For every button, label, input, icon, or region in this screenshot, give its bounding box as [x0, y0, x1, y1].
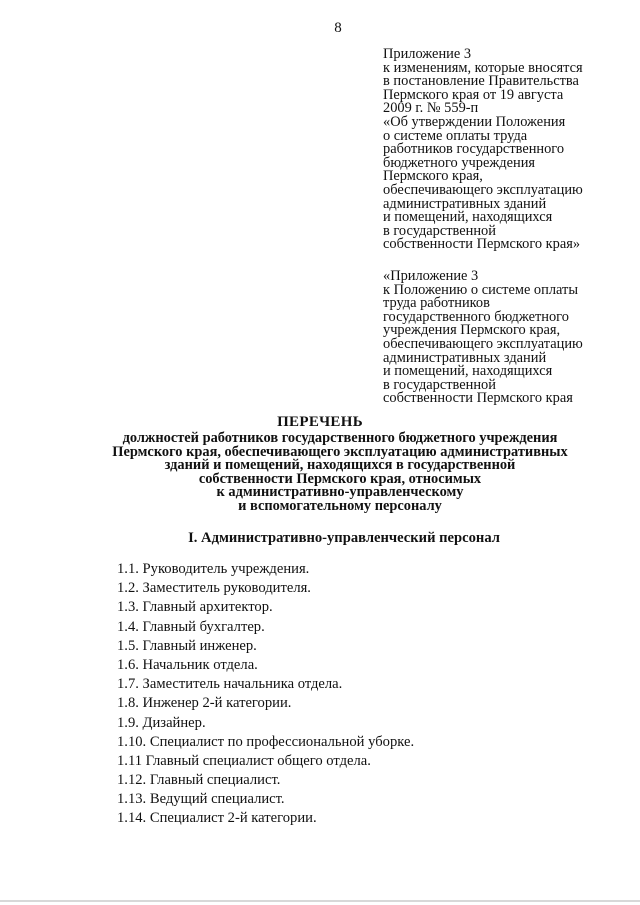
subtitle-line: к административно-управленческому: [216, 484, 464, 501]
list-item: 1.14. Специалист 2-й категории.: [117, 810, 317, 827]
subtitle-line: зданий и помещений, находящихся в государственной: [164, 457, 516, 474]
appendix-regulation-line: к Положению о системе оплаты: [383, 281, 578, 298]
appendix-regulation-line: государственного бюджетного: [383, 308, 569, 325]
appendix-amendment-line: собственности Пермского края»: [383, 236, 581, 253]
list-item: 1.13. Ведущий специалист.: [117, 791, 285, 808]
appendix-regulation-line: собственности Пермского края: [383, 390, 573, 407]
appendix-amendment-line: Пермского края,: [383, 168, 483, 185]
subtitle-line: Пермского края, обеспечивающего эксплуатацию административных: [112, 443, 568, 460]
list-item: 1.2. Заместитель руководителя.: [117, 580, 311, 597]
appendix-regulation-line: административных зданий: [383, 349, 547, 366]
page-number: 8: [334, 20, 342, 36]
list-item: 1.11 Главный специалист общего отдела.: [117, 752, 371, 769]
subtitle-line: должностей работников государственного бюджетного учреждения: [122, 430, 558, 446]
positions-list: [117, 560, 617, 829]
appendix-amendment-line: Приложение 3: [383, 46, 472, 62]
appendix-amendment-line: административных зданий: [383, 195, 547, 212]
appendix-amendment-line: о системе оплаты труда: [383, 127, 528, 144]
list-item: 1.5. Главный инженер.: [117, 637, 257, 654]
appendix-regulation-line: обеспечивающего эксплуатацию: [383, 335, 583, 352]
document-title: ПЕРЕЧЕНЬ: [277, 414, 363, 430]
appendix-amendment-line: и помещений, находящихся: [383, 209, 553, 226]
appendix-amendment-line: Пермского края от 19 августа: [383, 86, 564, 103]
appendix-regulation-line: «Приложение 3: [383, 268, 479, 284]
appendix-amendment-line: «Об утверждении Положения: [383, 113, 566, 130]
document-subtitle: [70, 432, 610, 514]
appendix-regulation-header: [383, 270, 623, 406]
appendix-amendment-line: работников государственного: [383, 141, 565, 158]
list-item: 1.3. Главный архитектор.: [117, 599, 273, 616]
appendix-amendment-line: в государственной: [383, 222, 496, 239]
appendix-amendment-line: 2009 г. № 559-п: [383, 100, 479, 117]
appendix-amendment-line: в постановление Правительства: [383, 73, 579, 90]
list-item: 1.12. Главный специалист.: [117, 772, 281, 789]
list-item: 1.6. Начальник отдела.: [117, 656, 258, 673]
appendix-amendment-line: к изменениям, которые вносятся: [383, 59, 583, 76]
list-item: 1.9. Дизайнер.: [117, 714, 206, 731]
section-heading: I. Административно-управленческий персонал: [188, 530, 500, 546]
list-item: 1.7. Заместитель начальника отдела.: [117, 676, 343, 693]
appendix-amendment-line: обеспечивающего эксплуатацию: [383, 181, 583, 198]
appendix-regulation-line: и помещений, находящихся: [383, 363, 553, 380]
subtitle-line: и вспомогательному персоналу: [238, 497, 442, 514]
appendix-regulation-line: в государственной: [383, 376, 496, 393]
appendix-regulation-line: учреждения Пермского края,: [383, 322, 561, 339]
appendix-regulation-line: труда работников: [383, 295, 490, 312]
list-item: 1.10. Специалист по профессиональной уборке.: [117, 733, 415, 750]
appendix-amendment-line: бюджетного учреждения: [383, 154, 536, 171]
subtitle-line: собственности Пермского края, относимых: [198, 470, 482, 487]
list-item: 1.4. Главный бухгалтер.: [117, 618, 265, 635]
list-item: 1.8. Инженер 2-й категории.: [117, 695, 292, 712]
list-item: 1.1. Руководитель учреждения.: [117, 561, 310, 577]
scan-edge-line: [0, 900, 640, 902]
appendix-amendment-header: [383, 48, 623, 252]
